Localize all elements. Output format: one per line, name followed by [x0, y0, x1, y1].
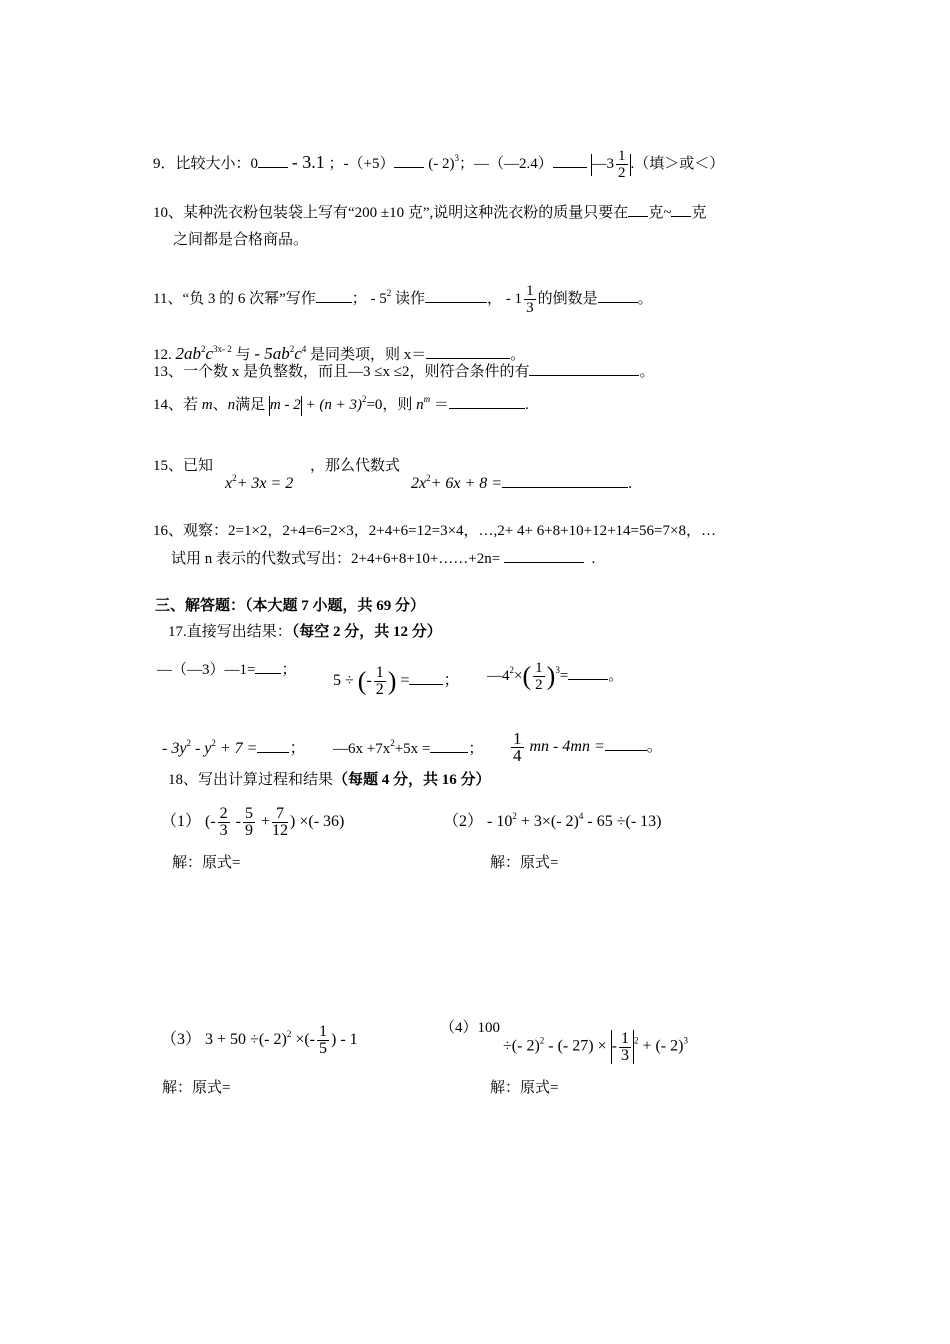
- q18-solution-3: 解：原式=: [162, 1080, 231, 1096]
- answer-blank: [394, 167, 424, 168]
- answer-blank: [258, 167, 288, 168]
- question-15-given: $x^2+ 3x = 2$: [225, 473, 294, 492]
- question-11: 11、“负 3 的 6 次幂”写作 ； - $5^2$ 读作 ， - 1 $\frac{1}{3}$ 的倒数是 。: [153, 283, 653, 317]
- q17-expr-4: - $3y^2 - y^2 + 7$ = ；: [162, 738, 306, 757]
- question-15-expr: $2x^2+ 6x + 8$ = .: [411, 473, 633, 492]
- question-10-line2: 之间都是合格商品。: [173, 232, 309, 248]
- q18-solution-2: 解：原式=: [490, 855, 559, 871]
- q17-expr-1: —（—3）—1= ；: [157, 662, 297, 678]
- question-12: 12. $2ab^2c^{3x- 2}$ 与 - $5ab^2c^4$ 是同类项，则 x＝ 。: [153, 344, 526, 363]
- section-3-title: 三、解答题：（本大题 7 小题，共 69 分）: [155, 598, 426, 614]
- q17-expr-6: $\frac{1}{4}$ mn - 4mn = 。: [513, 729, 663, 765]
- q18-part-2: $(2) - 10^2 + 3\times(-$ 2)$^4$ - 65 ÷(- 13): [443, 811, 662, 830]
- q18-part-1: （1） (- $\frac{2}{3}$ - $\frac{5}{9}$ + $\frac{7}{12}$ ) ×(- 36): [161, 805, 345, 839]
- q18-solution-1: 解：原式=: [172, 855, 241, 871]
- question-14: 14、若 m、n满足 $m - 2 + (n + 3)^2=0$，则 $n^m$ ＝ .: [153, 389, 529, 416]
- answer-blank: [553, 167, 587, 168]
- question-16: 16、观察：2=1×2，2+4=6=2×3，2+4+6=12=3×4，…,2+ 4+ 6+8+10+12+14=56=7×8，…: [153, 523, 716, 539]
- q18-part-3: （3） 3 + 50 ÷(- 2)$^2$ ×(- $\frac{1}{5}$ ) - 1: [161, 1023, 358, 1057]
- question-16-line2: 试用 n 表示的代数式写出：2+4+6+8+10+……+2n= .: [171, 551, 596, 567]
- question-9: 9．比较大小：0 - 3.1 ；-（+5） (- 2)$^3$；—（—2.4） —3 $\frac{1}{2}$ .（填＞或＜）: [153, 148, 725, 182]
- q17-expr-5: —6x $+7x^2+5x$ = ；: [333, 738, 484, 757]
- q18-part-4-expr: ÷(- 2)$^2$ - (- 27) × - $\frac{1}{3}$ $^2$ + (- 2)$^3$: [503, 1029, 688, 1064]
- q17-expr-3: $—4^2\times$( $\frac{1}{2}$ )$^3$= 。: [487, 660, 624, 694]
- question-18: 18、写出计算过程和结果（每题 4 分，共 16 分）: [168, 772, 491, 788]
- question-13: 13、一个数 x 是负整数，而且—3 ≤x ≤2，则符合条件的有 。: [153, 364, 655, 380]
- question-15-text: ，那么代数式: [310, 458, 401, 474]
- question-15: 15、已知: [153, 458, 214, 474]
- question-10: 10、某种洗衣粉包装袋上写有“200 ±10 克”,说明这种洗衣粉的质量只要在 克~ 克: [153, 205, 707, 221]
- question-17: 17.直接写出结果：（每空 2 分，共 12 分）: [168, 624, 442, 640]
- q17-expr-2: 5 ÷ (- $\frac{1}{2}$ ) = ；: [333, 664, 460, 698]
- q18-part-4: （4）100: [440, 1020, 501, 1036]
- q18-solution-4: 解：原式=: [490, 1080, 559, 1096]
